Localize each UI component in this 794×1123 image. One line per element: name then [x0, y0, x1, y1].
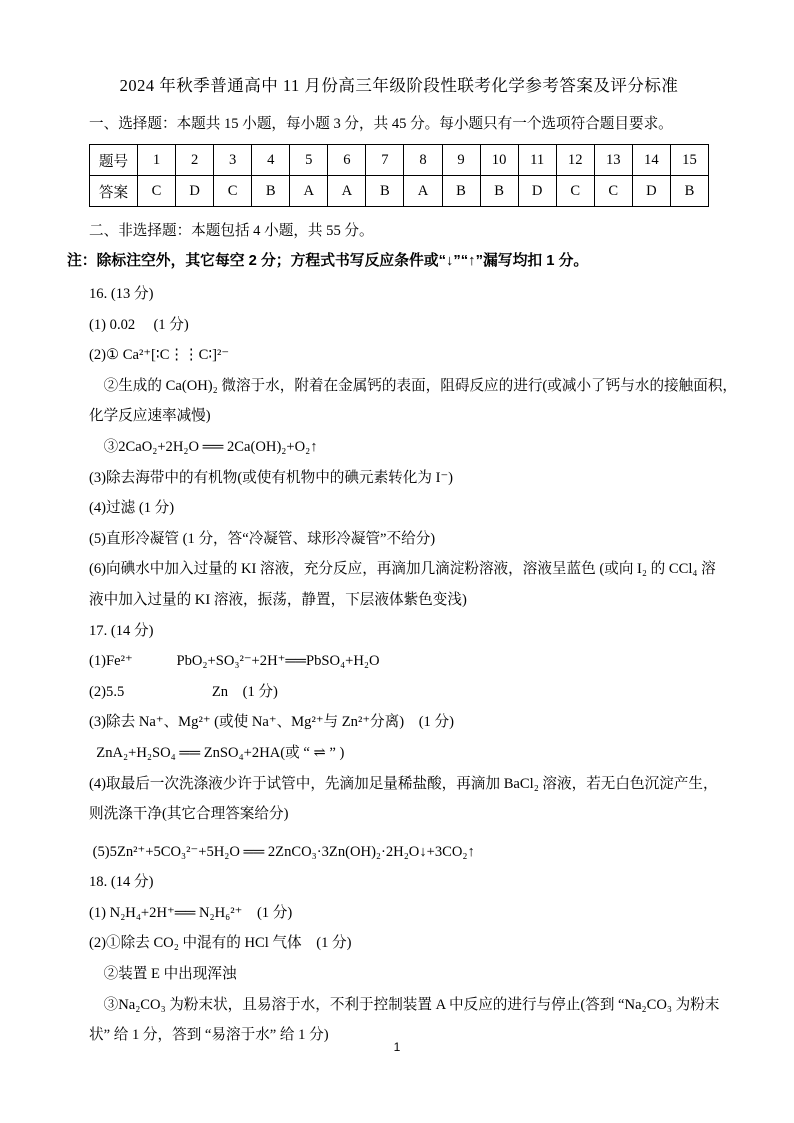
answer-18-1-equation: (1) N₂H₄+2H⁺══ N₂H₆²⁺ (1 分)	[89, 904, 293, 921]
answer-letter-cell: D	[176, 176, 214, 207]
answer-letter-cell: C	[556, 176, 594, 207]
answer-17-2: (2)5.5 Zn (1 分)	[89, 683, 278, 700]
answer-letter-cell: C	[594, 176, 632, 207]
answer-letter-cell: A	[328, 176, 366, 207]
answer-16-1: (1) 0.02 (1 分)	[89, 316, 189, 333]
answer-letter-cell: B	[442, 176, 480, 207]
page-number: 1	[393, 1040, 401, 1054]
question-number-cell: 14	[632, 145, 670, 176]
answer-18-2-1: (2)①除去 CO₂ 中混有的 HCl 气体 (1 分)	[89, 935, 352, 952]
question-number-cell: 8	[404, 145, 442, 176]
answer-16-3: (3)除去海带中的有机物(或使有机物中的碘元素转化为 I⁻)	[89, 469, 454, 486]
answer-letter-cell: C	[138, 176, 176, 207]
section2-heading: 二、非选择题：本题包括 4 小题，共 55 分。	[89, 223, 374, 239]
answer-letter-cell: B	[670, 176, 708, 207]
answer-16-6-cont: 液中加入过量的 KI 溶液，振荡，静置，下层液体紫色变浅)	[89, 591, 467, 608]
answer-letter-cell: B	[480, 176, 518, 207]
answer-16-2-2-cont: 化学反应速率减慢)	[89, 408, 211, 425]
answer-letter-cell: B	[252, 176, 290, 207]
answer-letter-cell: D	[518, 176, 556, 207]
answer-16-6: (6)向碘水中加入过量的 KI 溶液，充分反应，再滴加几滴淀粉溶液，溶液呈蓝色 (或向 I₂ 的 CCl₄ 溶	[89, 561, 716, 578]
grading-note: 注：除标注空外，其它每空 2 分；方程式书写反应条件或“↓”“↑”漏写均扣 1 分。	[67, 253, 589, 269]
question-17-header: 17. (14 分)	[89, 622, 154, 639]
document-title: 2024 年秋季普通高中 11 月份高三年级阶段性联考化学参考答案及评分标准	[119, 76, 679, 95]
answer-17-1-equation: (1)Fe²⁺ PbO₂+SO₃²⁻+2H⁺══PbSO₄+H₂O	[89, 653, 380, 670]
row-label-cell: 答案	[90, 176, 138, 207]
question-number-cell: 6	[328, 145, 366, 176]
section1-heading: 一、选择题：本题共 15 小题，每小题 3 分，共 45 分。每小题只有一个选项符合题目要求。	[89, 116, 673, 132]
answer-17-3: (3)除去 Na⁺、Mg²⁺ (或使 Na⁺、Mg²⁺与 Zn²⁺分离) (1 分)	[89, 714, 454, 731]
question-number-cell: 4	[252, 145, 290, 176]
question-18-header: 18. (14 分)	[89, 874, 154, 891]
answer-16-5: (5)直形冷凝管 (1 分，答“冷凝管、球形冷凝管”不给分)	[89, 530, 436, 547]
answer-letter-cell: B	[366, 176, 404, 207]
question-number-cell: 12	[556, 145, 594, 176]
answer-letter-cell: D	[632, 176, 670, 207]
question-number-cell: 2	[176, 145, 214, 176]
question-number-cell: 1	[138, 145, 176, 176]
answer-letter-cell: C	[214, 176, 252, 207]
answer-17-5-equation: (5)5Zn²⁺+5CO₃²⁻+5H₂O ══ 2ZnCO₃·3Zn(OH)₂·2H₂O↓+3CO₂↑	[89, 843, 475, 860]
question-number-cell: 13	[594, 145, 632, 176]
answer-17-4-cont: 则洗涤干净(其它合理答案给分)	[89, 806, 289, 823]
answer-17-4: (4)取最后一次洗涤液少许于试管中，先滴加足量稀盐酸，再滴加 BaCl₂ 溶液，若无白色沉淀产生，	[89, 775, 718, 792]
table-row	[90, 145, 709, 176]
question-number-cell: 11	[518, 145, 556, 176]
question-16-header: 16. (13 分)	[89, 286, 154, 302]
answer-18-2-3-cont: 状” 给 1 分，答到 “易溶于水” 给 1 分)	[89, 1027, 329, 1044]
answer-letter-cell: A	[404, 176, 442, 207]
answer-letter-cell: A	[290, 176, 328, 207]
row-label-cell: 题号	[90, 145, 138, 176]
question-number-cell: 5	[290, 145, 328, 176]
question-number-cell: 3	[214, 145, 252, 176]
question-number-cell: 7	[366, 145, 404, 176]
question-number-cell: 15	[670, 145, 708, 176]
question-number-cell: 10	[480, 145, 518, 176]
question-number-cell: 9	[442, 145, 480, 176]
answer-16-2-2: ②生成的 Ca(OH)₂ 微溶于水，附着在金属钙的表面，阻碍反应的进行(或减小了钙与水的接触面积，	[89, 377, 738, 394]
answer-18-2-3: ③Na₂CO₃ 为粉末状，且易溶于水，不利于控制装置 A 中反应的进行与停止(答到 “Na₂CO₃ 为粉末	[89, 996, 720, 1013]
answer-table	[89, 144, 709, 207]
answer-16-2-1-lewis-structure: (2)① Ca²⁺[∶C⋮⋮C∶]²⁻	[89, 347, 230, 364]
document-content	[67, 72, 738, 1051]
answer-17-3-equation: ZnA₂+H₂SO₄ ══ ZnSO₄+2HA(或 “ ⇌ ” )	[89, 744, 345, 761]
answer-16-4: (4)过滤 (1 分)	[89, 500, 175, 517]
answer-18-2-2: ②装置 E 中出现浑浊	[89, 966, 237, 983]
answer-body	[89, 279, 738, 1051]
answer-16-2-3-equation: ③2CaO₂+2H₂O ══ 2Ca(OH)₂+O₂↑	[89, 438, 318, 455]
table-row	[90, 176, 709, 207]
